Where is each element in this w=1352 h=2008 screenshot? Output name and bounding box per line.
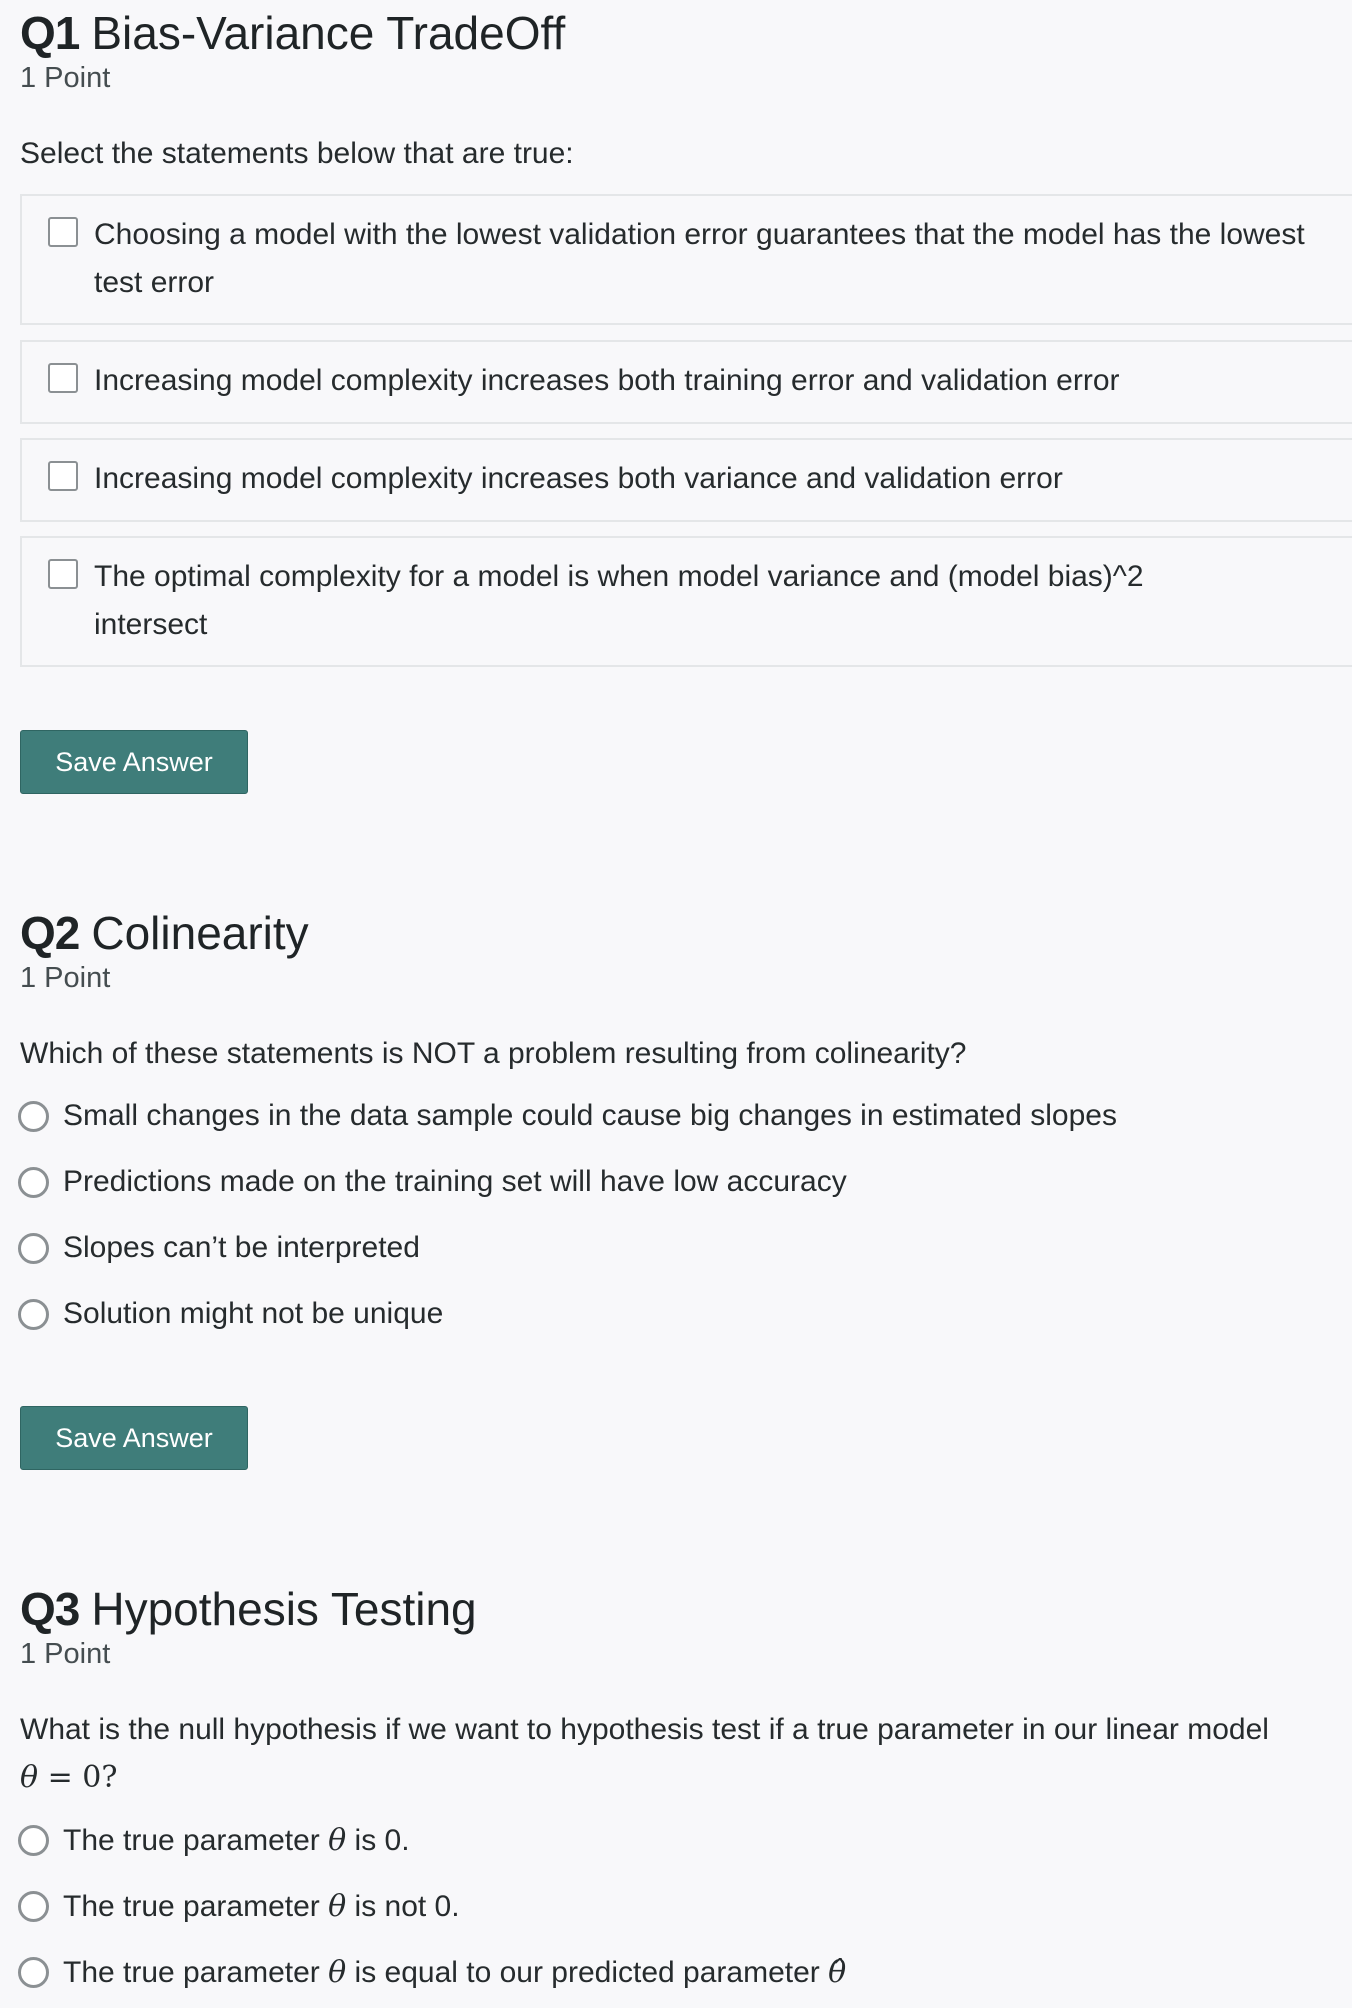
q2-option-2-radio[interactable] <box>18 1167 49 1198</box>
q2-option-1-label: Small changes in the data sample could cause big changes in estimated slopes <box>63 1099 1117 1132</box>
q3-option-1-text-after: is 0. <box>346 1823 410 1857</box>
q2-points: 1 Point <box>20 962 111 994</box>
q1-prompt: Select the statements below that are true: <box>20 137 574 170</box>
q3-option-1-text-before: The true parameter <box>63 1823 329 1857</box>
q2-option-4[interactable] <box>18 1290 443 1338</box>
q3-option-1-label <box>63 1823 410 1858</box>
q1-option-3-checkbox[interactable] <box>48 461 78 491</box>
q3-option-3-radio[interactable] <box>18 1957 49 1988</box>
q1-option-4[interactable] <box>20 536 1352 667</box>
q3-option-1-radio[interactable] <box>18 1825 49 1856</box>
q1-option-2-checkbox[interactable] <box>48 363 78 393</box>
q3-prompt <box>20 1706 1350 1802</box>
q1-save-button[interactable]: Save Answer <box>20 730 248 794</box>
q2-option-3-radio[interactable] <box>18 1233 49 1264</box>
q3-option-2-theta: θ <box>328 1888 347 1924</box>
q3-option-3-theta: θ <box>328 1954 347 1990</box>
q1-option-2[interactable] <box>20 340 1352 424</box>
q1-option-1-label: Choosing a model with the lowest validation error guarantees that the model has the lowest test error <box>94 218 1305 299</box>
q3-option-2-radio[interactable] <box>18 1891 49 1922</box>
q3-points: 1 Point <box>20 1638 111 1670</box>
q2-option-2[interactable] <box>18 1158 847 1206</box>
q1-title-text: Bias-Variance TradeOff <box>91 7 566 59</box>
q2-option-4-label: Solution might not be unique <box>63 1297 444 1330</box>
q1-option-4-checkbox[interactable] <box>48 559 78 589</box>
q2-option-2-label: Predictions made on the training set will have low accuracy <box>63 1165 847 1198</box>
q2-option-1[interactable] <box>18 1092 1117 1140</box>
q3-option-1-theta: θ <box>328 1822 347 1858</box>
q3-option-3-label <box>63 1955 846 1990</box>
q3-prompt-text: What is the null hypothesis if we want to hypothesis test if a true parameter in our linear model <box>20 1713 1269 1746</box>
q1-option-2-label: Increasing model complexity increases both training error and validation error <box>94 364 1120 397</box>
q2-title <box>20 908 309 959</box>
q2-title-text: Colinearity <box>91 907 309 959</box>
q1-points: 1 Point <box>20 62 111 94</box>
q3-option-3-text-after: is equal to our predicted parameter <box>346 1955 829 1989</box>
q1-number: Q1 <box>20 7 80 59</box>
q3-title-text: Hypothesis Testing <box>91 1583 477 1635</box>
q3-option-2-text-after: is not 0. <box>346 1889 460 1923</box>
q2-option-3[interactable] <box>18 1224 420 1272</box>
q1-option-1[interactable] <box>20 194 1352 325</box>
q3-option-3-text-before: The true parameter <box>63 1955 329 1989</box>
q3-title <box>20 1584 477 1635</box>
q1-option-3-label: Increasing model complexity increases both variance and validation error <box>94 462 1063 495</box>
q2-prompt: Which of these statements is NOT a problem resulting from colinearity? <box>20 1037 967 1070</box>
q3-prompt-theta: θ <box>20 1760 39 1795</box>
q2-number: Q2 <box>20 907 80 959</box>
q3-option-3[interactable] <box>18 1948 846 1996</box>
q1-option-1-checkbox[interactable] <box>48 217 78 247</box>
q3-option-2-label <box>63 1889 460 1924</box>
q2-option-1-radio[interactable] <box>18 1101 49 1132</box>
q2-save-button[interactable]: Save Answer <box>20 1406 248 1470</box>
q3-option-2[interactable] <box>18 1882 460 1930</box>
q1-option-3[interactable] <box>20 438 1352 522</box>
q3-option-3-theta-hat: θ̂ <box>828 1954 847 1990</box>
q1-option-4-label: The optimal complexity for a model is when model variance and (model bias)^2 intersect <box>94 560 1144 641</box>
q3-option-2-text-before: The true parameter <box>63 1889 329 1923</box>
q1-title <box>20 8 565 59</box>
q3-option-1[interactable] <box>18 1816 410 1864</box>
q3-number: Q3 <box>20 1583 80 1635</box>
q2-option-3-label: Slopes can’t be interpreted <box>63 1231 420 1264</box>
q3-prompt-equals-zero: = 0? <box>38 1760 118 1795</box>
q2-option-4-radio[interactable] <box>18 1299 49 1330</box>
